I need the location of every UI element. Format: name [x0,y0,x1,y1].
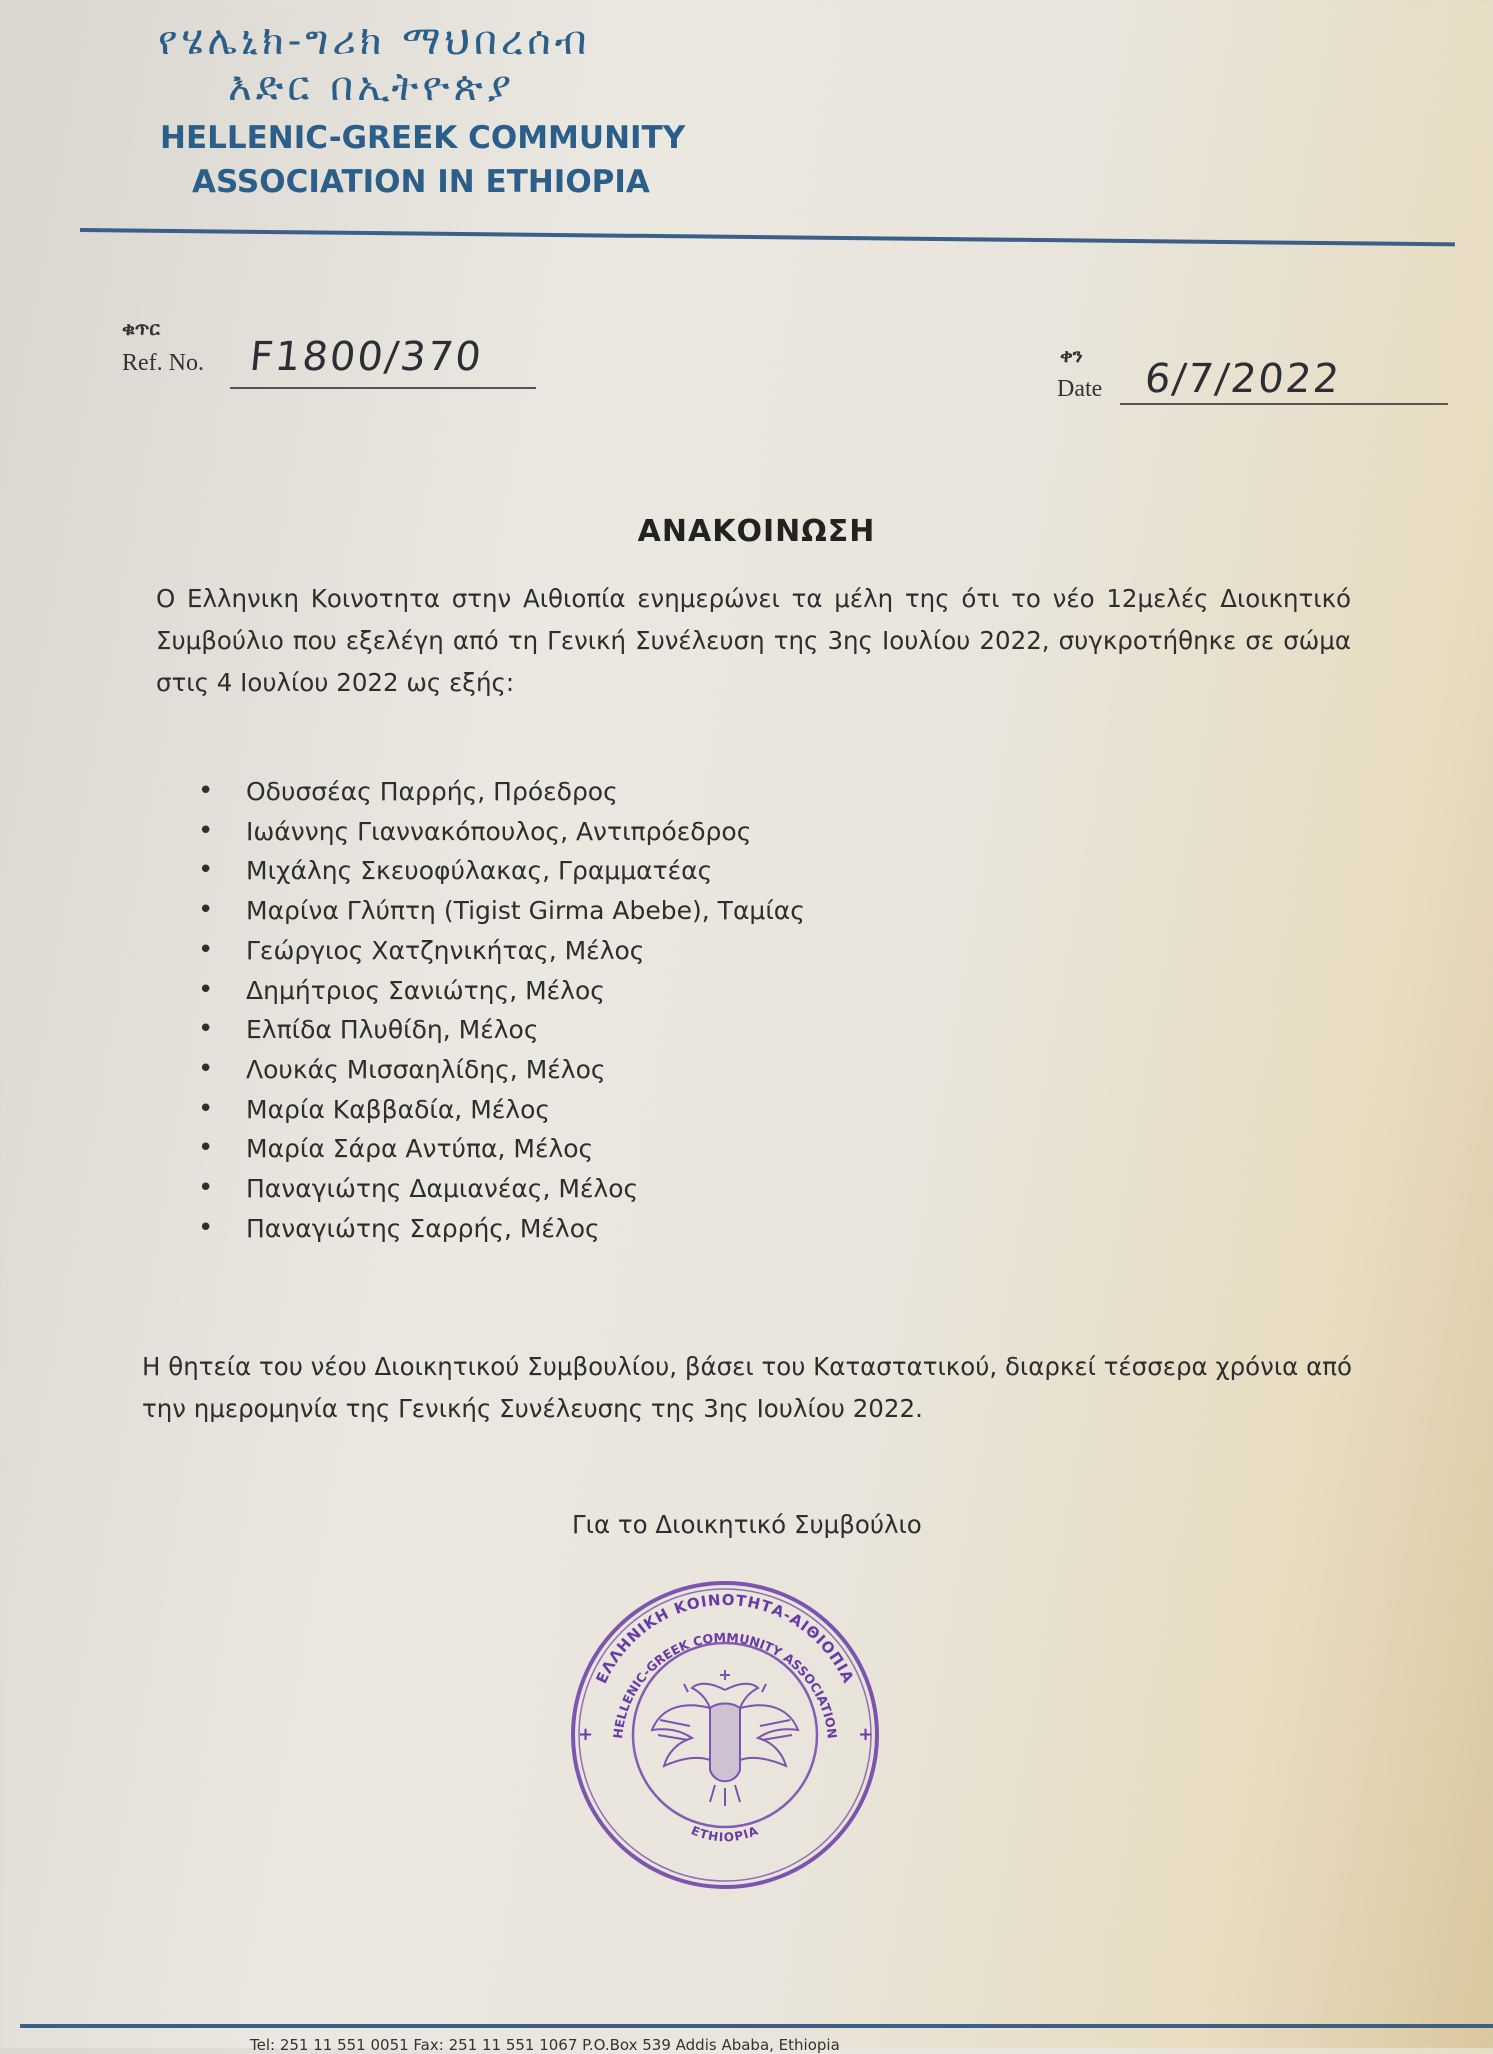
header-divider [80,228,1455,246]
announcement-title: ΑΝΑΚΟΙΝΩΣΗ [637,514,876,549]
board-members-list [198,772,805,1248]
signoff-text: Για το Διοικητικό Συμβούλιο [572,1510,922,1539]
stamp-bottom-text: ETHIOPIA [689,1823,761,1845]
list-item: • Γεώργιος Χατζηνικήτας, Μέλος [198,931,805,971]
footer-contact: Tel: 251 11 551 0051 Fax: 251 11 551 1067 P.O.Box 539 Addis Ababa, Ethiopia [250,2036,840,2054]
date-underline [1120,403,1448,405]
ref-label: Ref. No. [122,350,204,376]
english-title-line1: HELLENIC-GREEK COMMUNITY [160,120,686,156]
list-item: • Ελπίδα Πλυθίδη, Μέλος [198,1010,805,1050]
intro-paragraph: Ο Ελληνικη Κοινοτητα στην Αιθιοπία ενημερώνει τα μέλη της ότι το νέο 12μελές Διοικητικό Συμβούλιο που εξελέγη από τη Γενική Συνέλευση της 3ης Ιουλίου 2022, συγκροτήθηκε σε σώμα στις 4 Ιουλίου 2022 ως εξής: [156,584,1351,697]
stamp-inner-text: HELLENIC-GREEK COMMUNITY ASSOCIATION [610,1629,840,1740]
amharic-title-line1: የሄሌኒክ-ግሪክ ማህበረሰብ [158,18,591,64]
official-stamp [560,1570,890,1900]
list-item: • Οδυσσέας Παρρής, Πρόεδρος [198,772,805,812]
list-item: • Λουκάς Μισσαηλίδης, Μέλος [198,1050,805,1090]
list-item: • Παναγιώτης Δαμιανέας, Μέλος [198,1169,805,1209]
closing-paragraph: Η θητεία του νέου Διοικητικού Συμβουλίου, βάσει του Καταστατικού, διαρκεί τέσσερα χρόνια από την ημερομηνία της Γενικής Συνέλευσης της 3ης Ιουλίου 2022. [142,1352,1352,1423]
list-item: • Δημήτριος Σανιώτης, Μέλος [198,971,805,1011]
list-item: • Μιχάλης Σκευοφύλακας, Γραμματέας [198,851,805,891]
svg-text:+: + [858,1724,874,1745]
ref-number: F1800/370 [247,334,486,380]
date-label: Date [1057,376,1103,402]
footer-divider [20,2024,1493,2028]
list-item: • Ιωάννης Γιαννακόπουλος, Αντιπρόεδρος [198,812,805,852]
svg-text:+: + [578,1724,594,1745]
list-item: • Παναγιώτης Σαρρής, Μέλος [198,1209,805,1249]
double-headed-eagle-icon [652,1670,798,1806]
ref-amharic-label: ቁጥር [122,318,160,340]
english-title-line2: ASSOCIATION IN ETHIOPIA [192,164,650,200]
list-item: • Μαρία Σάρα Αντύπα, Μέλος [198,1129,805,1169]
amharic-title-line2: እድር በኢትዮጵያ [228,64,515,110]
list-item: • Μαρία Καββαδία, Μέλος [198,1090,805,1130]
date-amharic-label: ቀን [1060,345,1083,367]
ref-underline [230,387,536,389]
stamp-outer-text: ΕΛΛΗΝΙΚΗ ΚΟΙΝΟΤΗΤΑ-ΑΙΘΙΟΠΙΑ [592,1590,858,1687]
list-item: • Μαρίνα Γλύπτη (Tigist Girma Abebe), Ταμίας [198,891,805,931]
date-value: 6/7/2022 [1142,356,1344,402]
